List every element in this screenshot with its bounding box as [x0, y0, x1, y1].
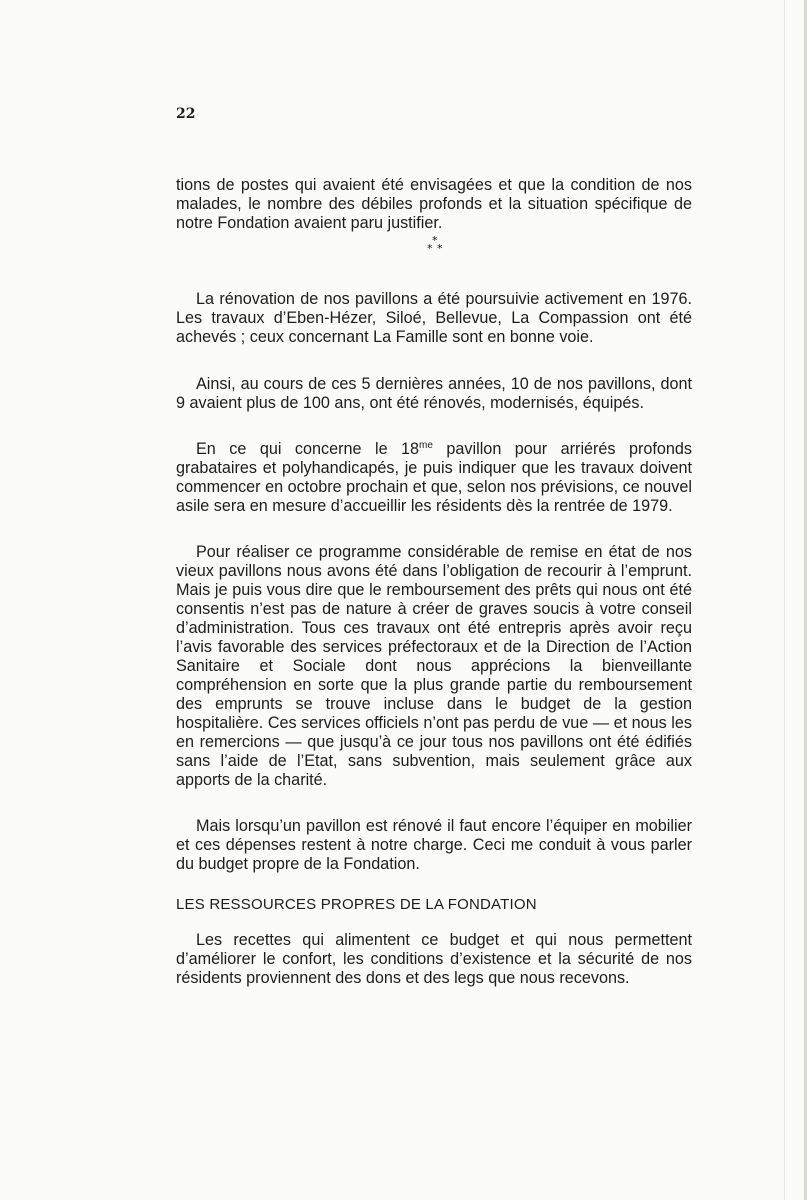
- p4-superscript: me: [419, 440, 433, 451]
- page-number: 22: [176, 106, 196, 122]
- paragraph-continued: tions de postes qui avaient été envisagées et que la condition de nos malades, le nombre des débiles profonds et la situation spécifique de notre Fondation avaient paru justifier.: [176, 176, 692, 232]
- section-heading: LES RESSOURCES PROPRES DE LA FONDATION: [176, 896, 537, 913]
- asterism-separator: * * *: [427, 234, 443, 255]
- paragraph-18e-pavillon: [176, 440, 692, 516]
- paragraph-recettes: Les recettes qui alimentent ce budget et qui nous permettent d’améliorer le confort, les conditions d’existence et la sécurité de nos résidents proviennent des dons et des legs que nous recevons.: [176, 931, 692, 987]
- paragraph-mobilier: Mais lorsqu’un pavillon est rénové il faut encore l’équiper en mobilier et ces dépenses restent à notre charge. Ceci me conduit à vous parler du budget propre de la Fondation.: [176, 817, 692, 873]
- paragraph-pavillons-renoves: Ainsi, au cours de ces 5 dernières années, 10 de nos pavillons, dont 9 avaient plus de 100 ans, ont été rénovés, modernisés, équipés.: [176, 375, 692, 412]
- p4-text-start: En ce qui concerne le 18: [196, 440, 420, 458]
- p4-text-end: pavillon pour arriérés profonds grabataires et polyhandicapés, je puis indiquer que les travaux doivent commencer en octobre prochain et que, selon nos prévisions, ce nouvel asile sera en mesure d’accueillir les résidents dès la rentrée de 1979.: [176, 440, 692, 515]
- paragraph-emprunt: Pour réaliser ce programme considérable de remise en état de nos vieux pavillons nous avons été dans l’obligation de recourir à l’emprunt. Mais je puis vous dire que le remboursement des prêts qui nous ont été consentis n’est pas de nature à créer de graves soucis à votre conseil d’administration. Tous ces travaux ont été entrepris après avoir reçu l’avis favorable des services préfectoraux et de la Direction de l’Action Sanitaire et Sociale dont nous apprécions la bienveillante compréhension en sorte que la plus grande partie du remboursement des emprunts se trouve incluse dans le budget de la gestion hospitalière. Ces services officiels n’ont pas perdu de vue — et nous les en remercions — que jusqu’à ce jour tous nos pavillons ont été édifiés sans l’aide de l’Etat, sans subvention, mais seulement grâce aux apports de la charité.: [176, 543, 692, 789]
- page-edge: [784, 0, 785, 1200]
- paragraph-renovation: La rénovation de nos pavillons a été poursuivie activement en 1976. Les travaux d’Eben-Hézer, Siloé, Bellevue, La Compassion ont été achevés ; ceux concernant La Famille sont en bonne voie.: [176, 290, 692, 346]
